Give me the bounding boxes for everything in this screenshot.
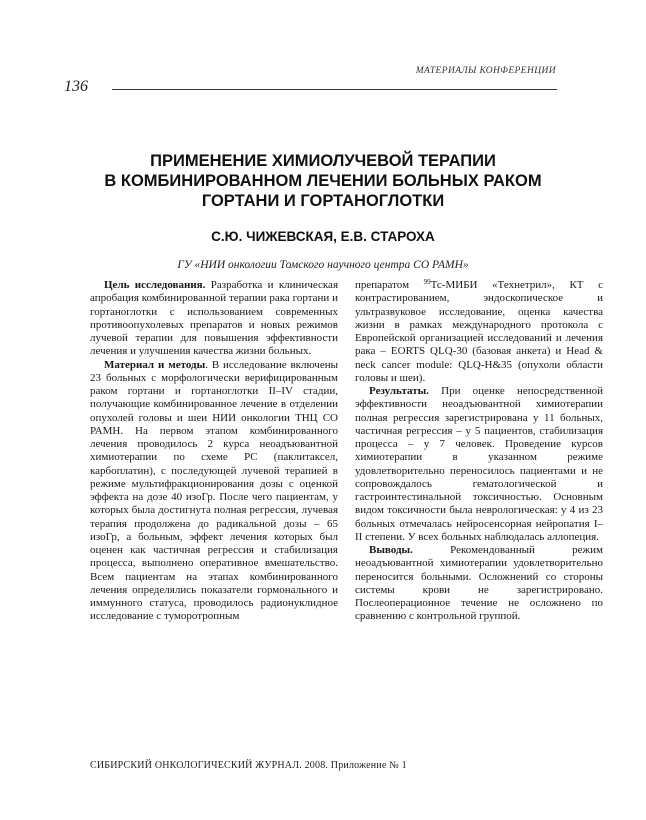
methods-label: Материал и методы	[104, 358, 206, 371]
authors: С.Ю. ЧИЖЕВСКАЯ, Е.В. СТАРОХА	[211, 229, 435, 244]
text-column-left	[90, 279, 338, 624]
results-label: Результаты.	[369, 385, 429, 397]
journal-footer: СИБИРСКИЙ ОНКОЛОГИЧЕСКИЙ ЖУРНАЛ. 2008. Приложение № 1	[90, 760, 407, 771]
methods-paragraph-continued	[355, 279, 603, 385]
results-text: При оценке непосредственной эффективности неоадъювантной химиотерапии полная регрессия зарегистрирована у 11 больных, частичная регрессия – у 5 пациентов, стабилизация процесса – у 7 человек. Проведение курсов химиотерапии в указанном режиме удовлетворительно переносилось пациентами и не сопровождалось гематологической и гастроинтестинальной токсичностью. Основным видом токсичности была неврологическая: у 4 из 23 больных отмечалась нейросенсорная нейропатия I–II степени. У всех больных наблюдалась аллопеция.	[355, 385, 603, 543]
methods-paragraph	[90, 359, 338, 624]
running-head: МАТЕРИАЛЫ КОНФЕРЕНЦИИ	[415, 66, 556, 76]
text-column-right	[355, 279, 603, 624]
methods-cont-text: Тс-МИБИ «Технетрил», КТ с контрастированием, эндоскопическое и ультразвуковое исследование, оценка качества жизни в рамках международного протокола с Европейской организацией исследований и лечения рака – EORTS QLQ-30 (базовая анкета) и Head & neck cancer module: QLQ-H&35 (опухоли области головы и шеи).	[355, 279, 603, 384]
article-title	[60, 151, 586, 211]
aim-text: Разработка и клиническая апробация комбинированной терапии рака гортани и гортаноглотки с использованием современных противоопухолевых препаратов и новых режимов лучевой терапии для повышения эффективности лечения и улучшения качества жизни больных.	[90, 279, 339, 358]
header-rule	[112, 89, 557, 90]
page-number: 136	[64, 78, 88, 95]
methods-text: . В исследование включены 23 больных с морфологически верифицированным раком гортани и гортаноглотки II–IV стадии, получающие комбинированное лечение в отделении опухолей головы и шеи НИИ онкологии ТНЦ СО РАМН. На первом этапом комбинированного лечения проводилось 2 курса неоадъювантной химиотерапии по схеме PC (паклитаксел, карбоплатин), с последующей лучевой терапией в режиме мультифракционирования дозы с оценкой эффекта на дозе 40 изоГр. После чего пациентам, у которых была достигнута полная регрессия, лучевая терапия продолжена до радикальной дозы – 65 изоГр, а больным, эффект лечения которых был оценен как частичная регрессия и стабилизация процесса, выполнено оперативное вмешательство. Всем пациентам на этапах комбинированного лечения определялись показатели гормонального и иммунного статуса, проводилось радионуклидное исследование с туморотропным	[90, 358, 338, 623]
title-line-3: ГОРТАНИ И ГОРТАНОГЛОТКИ	[201, 192, 445, 210]
results-paragraph	[355, 385, 603, 544]
conclusions-text: Рекомендованный режим неоадъювантной химиотерапии удовлетворительно переносится больными. Осложнений со стороны системы крови не зарегистрировано. Послеоперационное течение не осложнено по сравнению с контрольной группой.	[355, 544, 603, 623]
aim-label: Цель исследования.	[104, 279, 206, 291]
methods-cont-pre: препаратом	[355, 279, 424, 291]
conclusions-paragraph	[355, 544, 603, 624]
conclusions-label: Выводы.	[369, 544, 413, 556]
isotope-superscript: 99	[423, 278, 431, 286]
title-line-1: ПРИМЕНЕНИЕ ХИМИОЛУЧЕВОЙ ТЕРАПИИ	[150, 152, 496, 170]
affiliation: ГУ «НИИ онкологии Томского научного центра СО РАМН»	[177, 259, 469, 271]
aim-paragraph	[90, 279, 338, 359]
title-line-2: В КОМБИНИРОВАННОМ ЛЕЧЕНИИ БОЛЬНЫХ РАКОМ	[104, 172, 542, 190]
